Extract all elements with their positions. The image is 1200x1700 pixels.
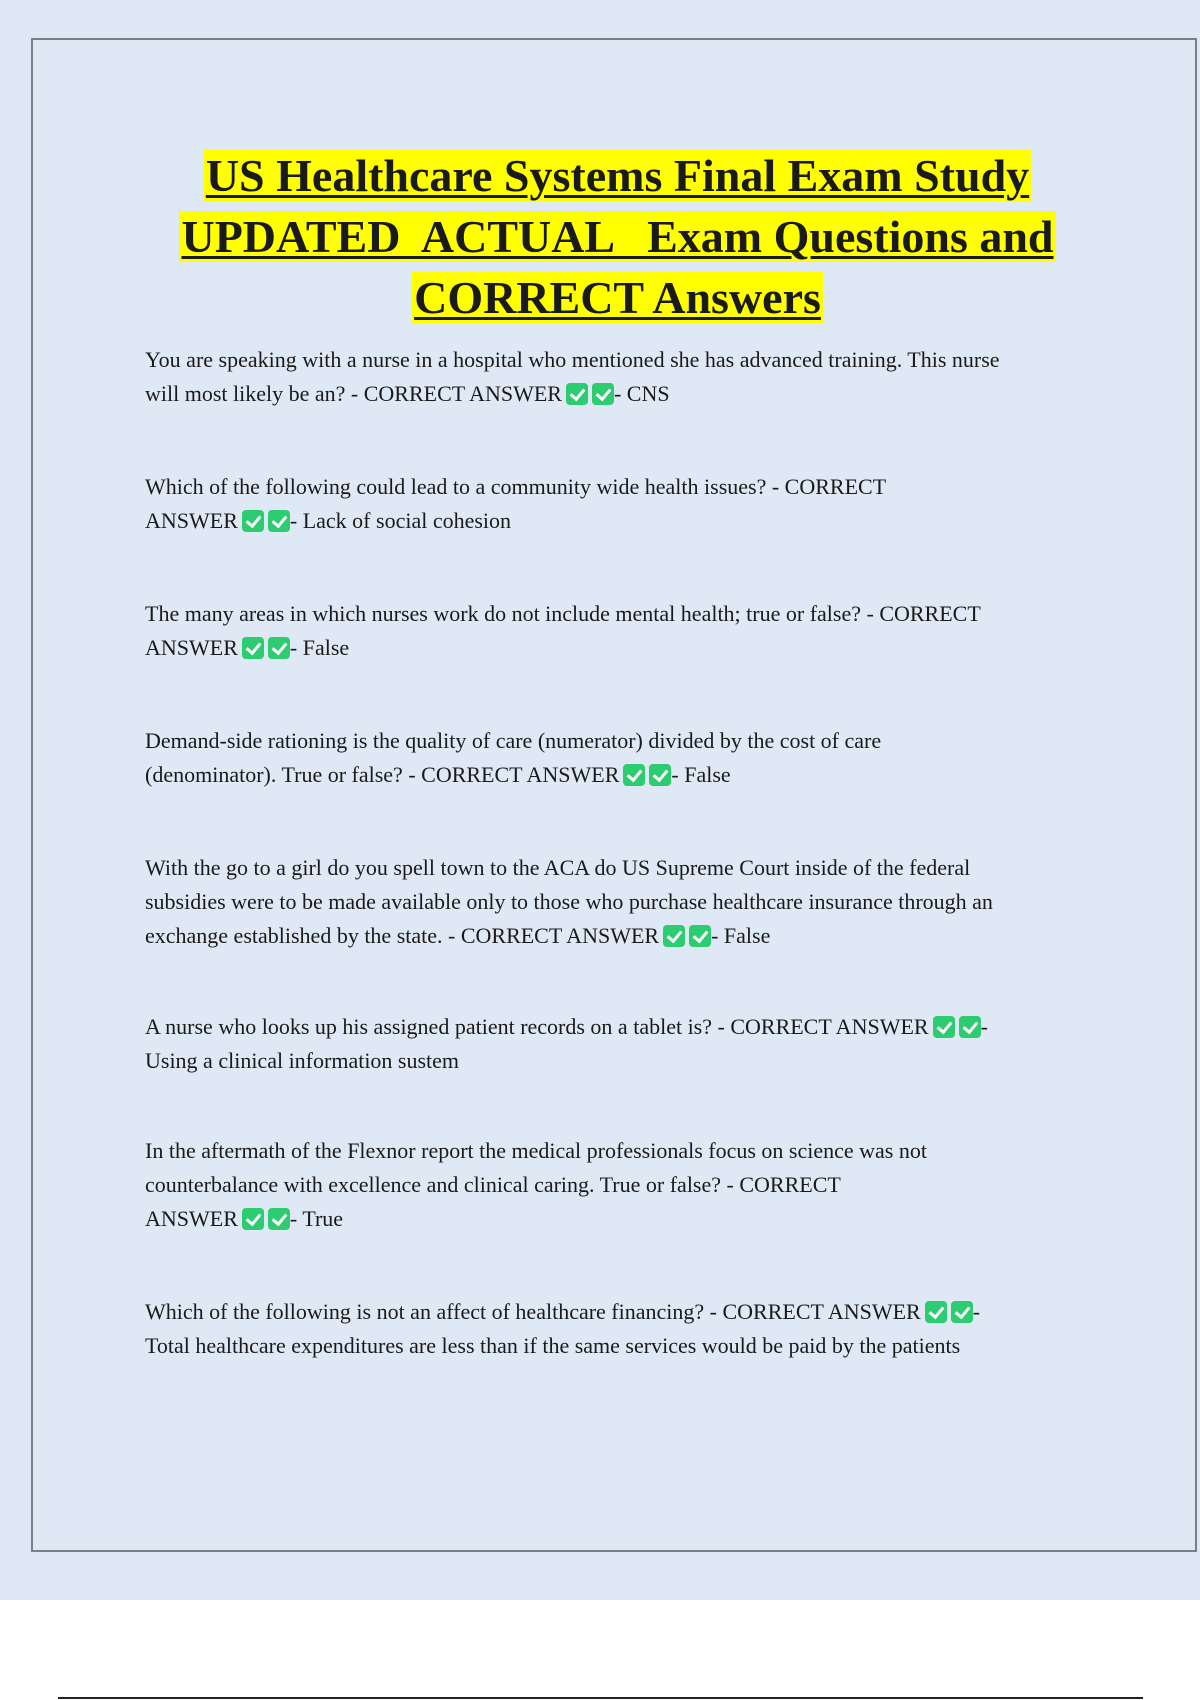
qa-item	[145, 851, 1095, 953]
green-check-icon	[925, 1301, 947, 1323]
question-text: You are speaking with a nurse in a hospital who mentioned she has advanced training. This nurse	[145, 347, 1000, 372]
answer-text: - False	[289, 635, 350, 660]
question-text-end: ANSWER - False	[145, 635, 350, 660]
qa-item	[145, 1295, 1095, 1363]
qa-item	[145, 343, 1095, 411]
green-check-icon	[268, 637, 290, 659]
title-line-2: UPDATED ACTUAL Exam Questions and	[181, 211, 1054, 262]
green-check-icon	[649, 764, 671, 786]
green-check-icon	[242, 637, 264, 659]
green-check-icon	[592, 383, 614, 405]
question-text-end: will most likely be an? - CORRECT ANSWER - CNS	[145, 381, 670, 406]
question-text-end: (denominator). True or false? - CORRECT ANSWER - False	[145, 762, 731, 787]
qa-item	[145, 724, 1095, 792]
answer-text: - True	[289, 1206, 344, 1231]
question-text: Demand-side rationing is the quality of care (numerator) divided by the cost of care	[145, 728, 882, 753]
qa-item	[145, 470, 1095, 538]
green-check-icon	[951, 1301, 973, 1323]
title-line-1: US Healthcare Systems Final Exam Study	[205, 150, 1030, 201]
green-check-icon	[242, 1208, 264, 1230]
bottom-divider	[58, 1697, 1143, 1699]
title-line-3: CORRECT Answers	[414, 272, 821, 323]
question-text: Which of the following could lead to a community wide health issues? - CORRECT	[145, 474, 887, 499]
green-check-icon	[566, 383, 588, 405]
green-check-icon	[959, 1016, 981, 1038]
answer-text: - False	[711, 923, 771, 948]
question-text: subsidies were to be made available only to those who purchase healthcare insurance through an	[145, 889, 993, 914]
answer-text: - CNS	[613, 381, 670, 406]
question-text: The many areas in which nurses work do not include mental health; true or false? - CORRECT	[145, 601, 981, 626]
qa-item	[145, 1134, 1095, 1236]
document-title	[60, 145, 1175, 328]
question-text: With the go to a girl do you spell town to the ACA do US Supreme Court inside of the federal	[145, 855, 971, 880]
qa-item	[145, 597, 1095, 665]
answer-text: - False	[671, 762, 731, 787]
question-text-end: ANSWER - True	[145, 1206, 344, 1231]
green-check-icon	[242, 510, 264, 532]
green-check-icon	[689, 925, 711, 947]
green-check-icon	[663, 925, 685, 947]
green-check-icon	[933, 1016, 955, 1038]
question-text: In the aftermath of the Flexnor report the medical professionals focus on science was not	[145, 1138, 927, 1163]
question-text-end: A nurse who looks up his assigned patient records on a tablet is? - CORRECT ANSWER -	[145, 1014, 988, 1039]
question-text-end: exchange established by the state. - CORRECT ANSWER - False	[145, 923, 771, 948]
answer-text: -	[972, 1299, 981, 1324]
answer-text: -	[980, 1014, 988, 1039]
answer-text: - Lack of social cohesion	[289, 508, 512, 533]
answer-text: Using a clinical information sustem	[145, 1048, 460, 1073]
question-text-end: ANSWER - Lack of social cohesion	[145, 508, 512, 533]
qa-item	[145, 1010, 1095, 1078]
green-check-icon	[623, 764, 645, 786]
question-text: counterbalance with excellence and clinical caring. True or false? - CORRECT	[145, 1172, 841, 1197]
green-check-icon	[268, 1208, 290, 1230]
question-text-end: Which of the following is not an affect of healthcare financing? - CORRECT ANSWER -	[145, 1299, 981, 1324]
green-check-icon	[268, 510, 290, 532]
answer-text: Total healthcare expenditures are less than if the same services would be paid by the patients	[145, 1333, 961, 1358]
